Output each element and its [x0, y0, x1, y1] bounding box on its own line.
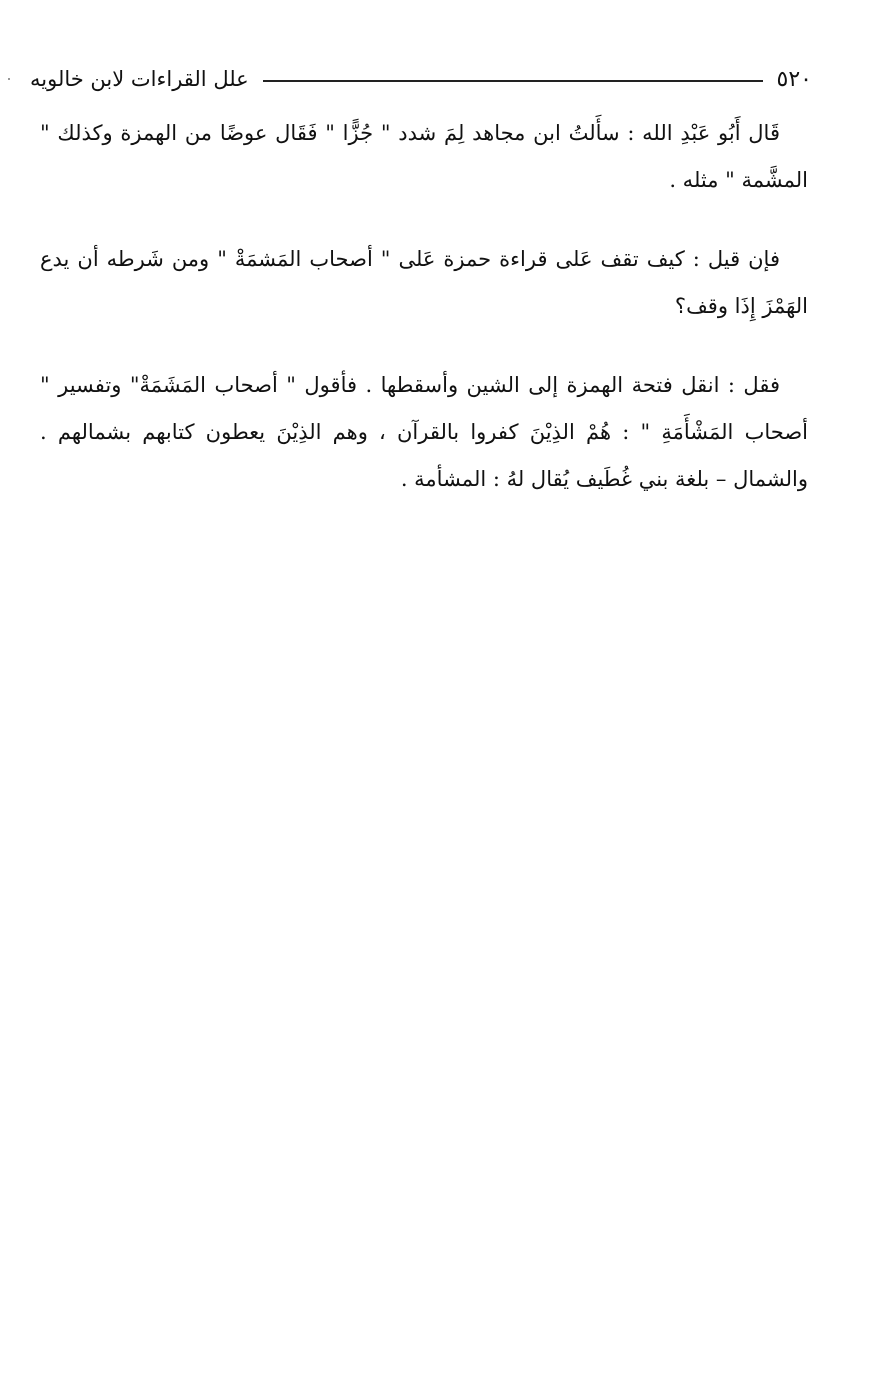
paragraph-2: فإن قيل : كيف تقف عَلى قراءة حمزة عَلى " أصحاب المَشمَةْ " ومن شَرطه أن يدع الهَمْزَ إِذَا وقف؟: [40, 247, 808, 318]
margin-speck: [8, 78, 10, 80]
page-body: [40, 110, 808, 535]
running-title: علل القراءات لابن خالويه: [30, 67, 249, 91]
paragraph-3: فقل : انقل فتحة الهمزة إلى الشين وأسقطها . فأقول " أصحاب المَشَمَةْ" وتفسير " أصحاب المَشْأَمَةِ " : هُمْ الذِيْنَ كفروا بالقرآن ، وهم الذِيْنَ يعطون كتابهم بشمالهم . والشمال – بلغة بني غُطَيف يُقال لهُ : المشأمة .: [40, 373, 808, 491]
page-header: [30, 62, 812, 96]
page-number: ٥٢٠: [776, 66, 812, 92]
paragraph-1: قَال أَبُو عَبْدِ الله : سأَلتُ ابن مجاهد لِمَ شدد " جُزًّا " فَقَال عوضًا من الهمزة وكذلك " المشَّمة " مثله .: [40, 121, 808, 192]
header-rule: [263, 80, 763, 82]
